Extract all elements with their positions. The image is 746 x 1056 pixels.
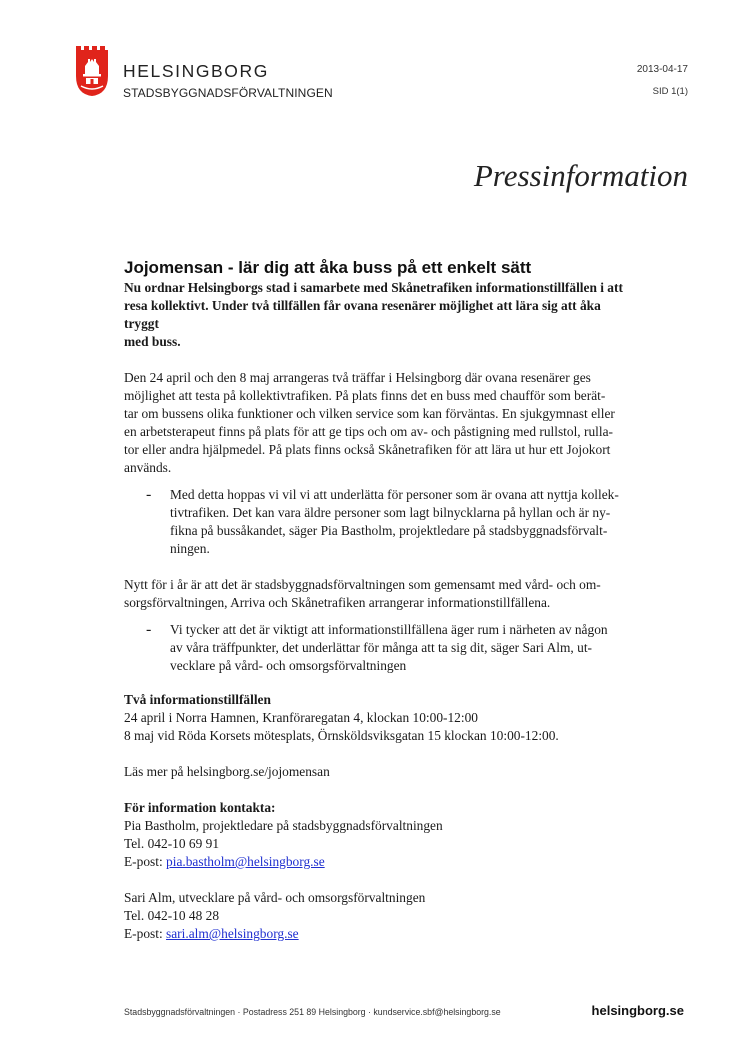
org-name: HELSINGBORG xyxy=(123,61,269,81)
text-line: möjlighet att testa på kollektivtrafiken. På plats finns det en buss med chaufför som berät- xyxy=(124,388,606,403)
events-title: Två informationstillfällen xyxy=(124,692,271,707)
paragraph-intro xyxy=(124,369,624,477)
article-body xyxy=(124,257,624,943)
text-line: sorgsförvaltningen, Arriva och Skånetrafiken arrangerar informationstillfällena. xyxy=(124,595,551,610)
footer-address: Stadsbyggnadsförvaltningen · Postadress 251 89 Helsingborg · kundservice.sbf@helsingborg.se xyxy=(124,1007,501,1017)
article-headline: Jojomensan - lär dig att åka buss på ett enkelt sätt xyxy=(124,258,532,277)
lead-line: med buss. xyxy=(124,334,181,349)
paragraph-new-this-year xyxy=(124,576,624,612)
lead-line: resa kollektivt. Under två tillfällen får ovana resenärer möjlighet att lära sig att åka tryggt xyxy=(124,298,601,331)
text-line: tar om bussens olika funktioner och vilken service som kan förväntas. En sjukgymnast eller xyxy=(124,406,615,421)
page-number: SID 1(1) xyxy=(652,86,688,97)
event-item: 8 maj vid Röda Korsets mötesplats, Örnsköldsviksgatan 15 klockan 10:00-12:00. xyxy=(124,728,559,743)
quote-sari-alm xyxy=(124,621,624,675)
contact-email-line xyxy=(124,853,624,871)
event-item: 24 april i Norra Hamnen, Kranföraregatan 4, klockan 10:00-12:00 xyxy=(124,710,478,725)
contact-section-2 xyxy=(124,889,624,943)
text-line: Vi tycker att det är viktigt att informationstillfällena äger rum i närheten av någon xyxy=(170,622,608,637)
text-line: ningen. xyxy=(170,541,210,556)
text-line: vecklare på vård- och omsorgsförvaltningen xyxy=(170,658,407,673)
text-line: fikna på bussåkandet, säger Pia Bastholm, projektledare på stadsbyggnadsförvalt- xyxy=(170,523,608,538)
text-line: av våra träffpunkter, det underlättar för många att ta sig dit, säger Sari Alm, ut- xyxy=(170,640,592,655)
document-date: 2013-04-17 xyxy=(636,64,688,75)
contact-phone: Tel. 042-10 69 91 xyxy=(124,836,220,851)
email-link-pia[interactable]: pia.bastholm@helsingborg.se xyxy=(166,854,325,869)
lead-line: Nu ordnar Helsingborgs stad i samarbete med Skånetrafiken informationstillfällen i att xyxy=(124,280,623,295)
events-section xyxy=(124,691,624,745)
contact-title: För information kontakta: xyxy=(124,800,276,815)
article-lead xyxy=(124,279,624,351)
contact-section xyxy=(124,799,624,871)
text-line: Nytt för i år är att det är stadsbyggnadsförvaltningen som gemensamt med vård- och om- xyxy=(124,577,601,592)
text-line: en arbetsterapeut finns på plats för att ge tips och om av- och påstigning med rullstol, rulla- xyxy=(124,424,614,439)
read-more-text: Läs mer på helsingborg.se/jojomensan xyxy=(124,764,330,779)
text-line: Med detta hoppas vi vil vi att underlätta för personer som är ovana att nyttja kollek- xyxy=(170,487,619,502)
quote-dash: - xyxy=(146,621,152,638)
email-link-sari[interactable]: sari.alm@helsingborg.se xyxy=(166,926,299,941)
contact-email-line xyxy=(124,925,624,943)
quote-dash: - xyxy=(146,486,152,503)
text-line: tivtrafiken. Det kan vara äldre personer som lagt bilnycklarna på hyllan och är ny- xyxy=(170,505,611,520)
read-more xyxy=(124,763,624,781)
text-line: tor eller andra hjälpmedel. På plats finns också Skånetrafiken för att lära ut hur ett Jojokort xyxy=(124,442,611,457)
contact-name-role: Sari Alm, utvecklare på vård- och omsorgsförvaltningen xyxy=(124,890,426,905)
quote-pia-bastholm xyxy=(124,486,624,558)
contact-name-role: Pia Bastholm, projektledare på stadsbyggnadsförvaltningen xyxy=(124,818,443,833)
helsingborg-crest-logo xyxy=(74,44,110,98)
email-label: E-post: xyxy=(124,854,167,869)
department-name: STADSBYGGNADSFÖRVALTNINGEN xyxy=(123,86,333,100)
document-type-heading: Pressinformation xyxy=(473,158,688,193)
footer-website: helsingborg.se xyxy=(591,1003,684,1018)
text-line: Den 24 april och den 8 maj arrangeras två träffar i Helsingborg där ovana resenärer ges xyxy=(124,370,591,385)
contact-phone: Tel. 042-10 48 28 xyxy=(124,908,220,923)
email-label: E-post: xyxy=(124,926,167,941)
text-line: används. xyxy=(124,460,172,475)
